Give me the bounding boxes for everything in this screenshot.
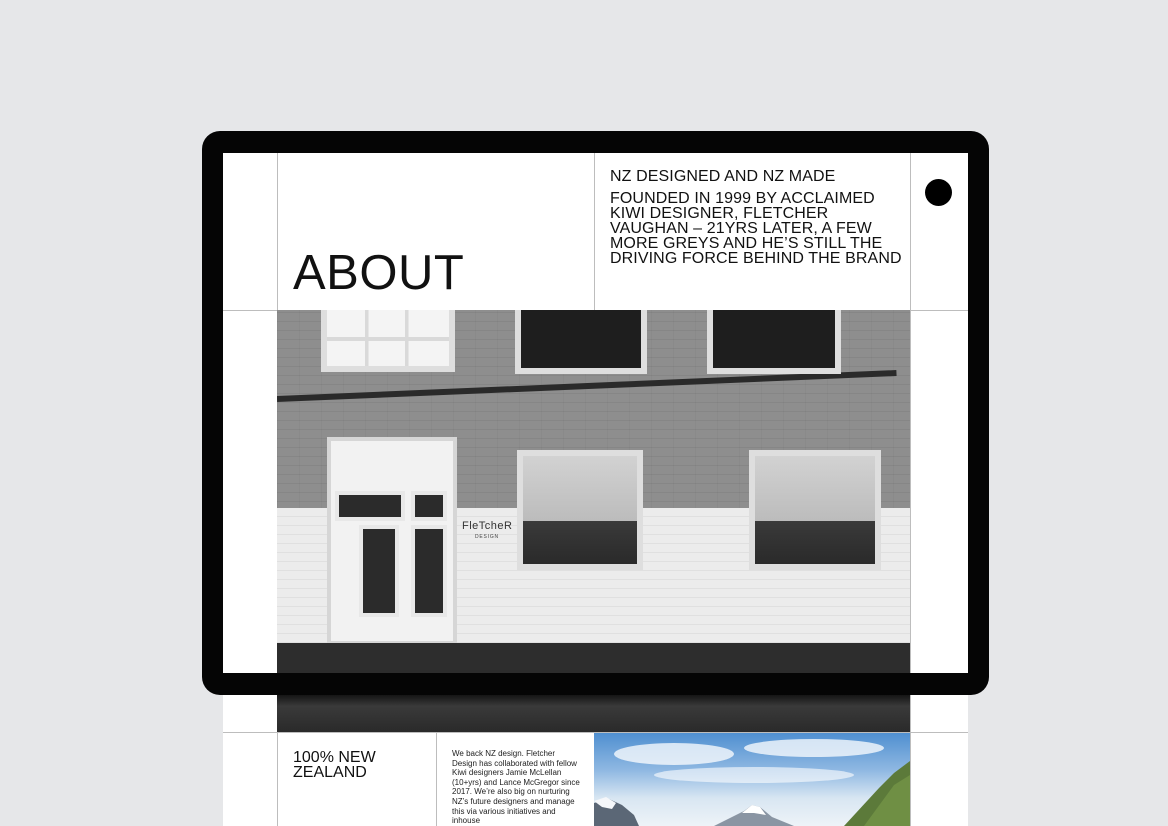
road (277, 643, 910, 673)
body-paragraph: We back NZ design. Fletcher Design has collaborated with fellow Kiwi designers Jamie McLellan (10+yrs) and Lance McGregor since 2017. We’re also big on nurturing NZ’s future designers and manage this via various initiatives and inhouse (452, 749, 580, 826)
entrance-door (327, 437, 457, 645)
fletcher-logo-sub: DESIGN (475, 534, 499, 540)
intro-text: FOUNDED IN 1999 BY ACCLAIMED KIWI DESIGNER, FLETCHER VAUGHAN – 21YRS LATER, A FEW MORE GREYS AND HE’S STILL THE DRIVING FORCE BEHIND THE BRAND (610, 190, 902, 267)
page-title: ABOUT (293, 246, 465, 300)
mountain-photo (594, 733, 910, 826)
pipe (277, 370, 897, 402)
tagline: NZ DESIGNED AND NZ MADE (610, 168, 836, 185)
section-heading: 100% NEW ZEALAND (293, 749, 376, 781)
window (515, 310, 647, 374)
window (707, 310, 841, 374)
circle-menu-icon[interactable] (925, 179, 952, 206)
grid-line (910, 153, 911, 673)
grid-line (594, 153, 595, 310)
tablet-screen[interactable] (223, 153, 968, 673)
photo-road-strip (277, 695, 910, 732)
fletcher-logo: FleTcheR (462, 520, 513, 532)
window (321, 310, 455, 372)
window (749, 450, 881, 570)
window (517, 450, 643, 570)
building-photo (277, 310, 910, 673)
